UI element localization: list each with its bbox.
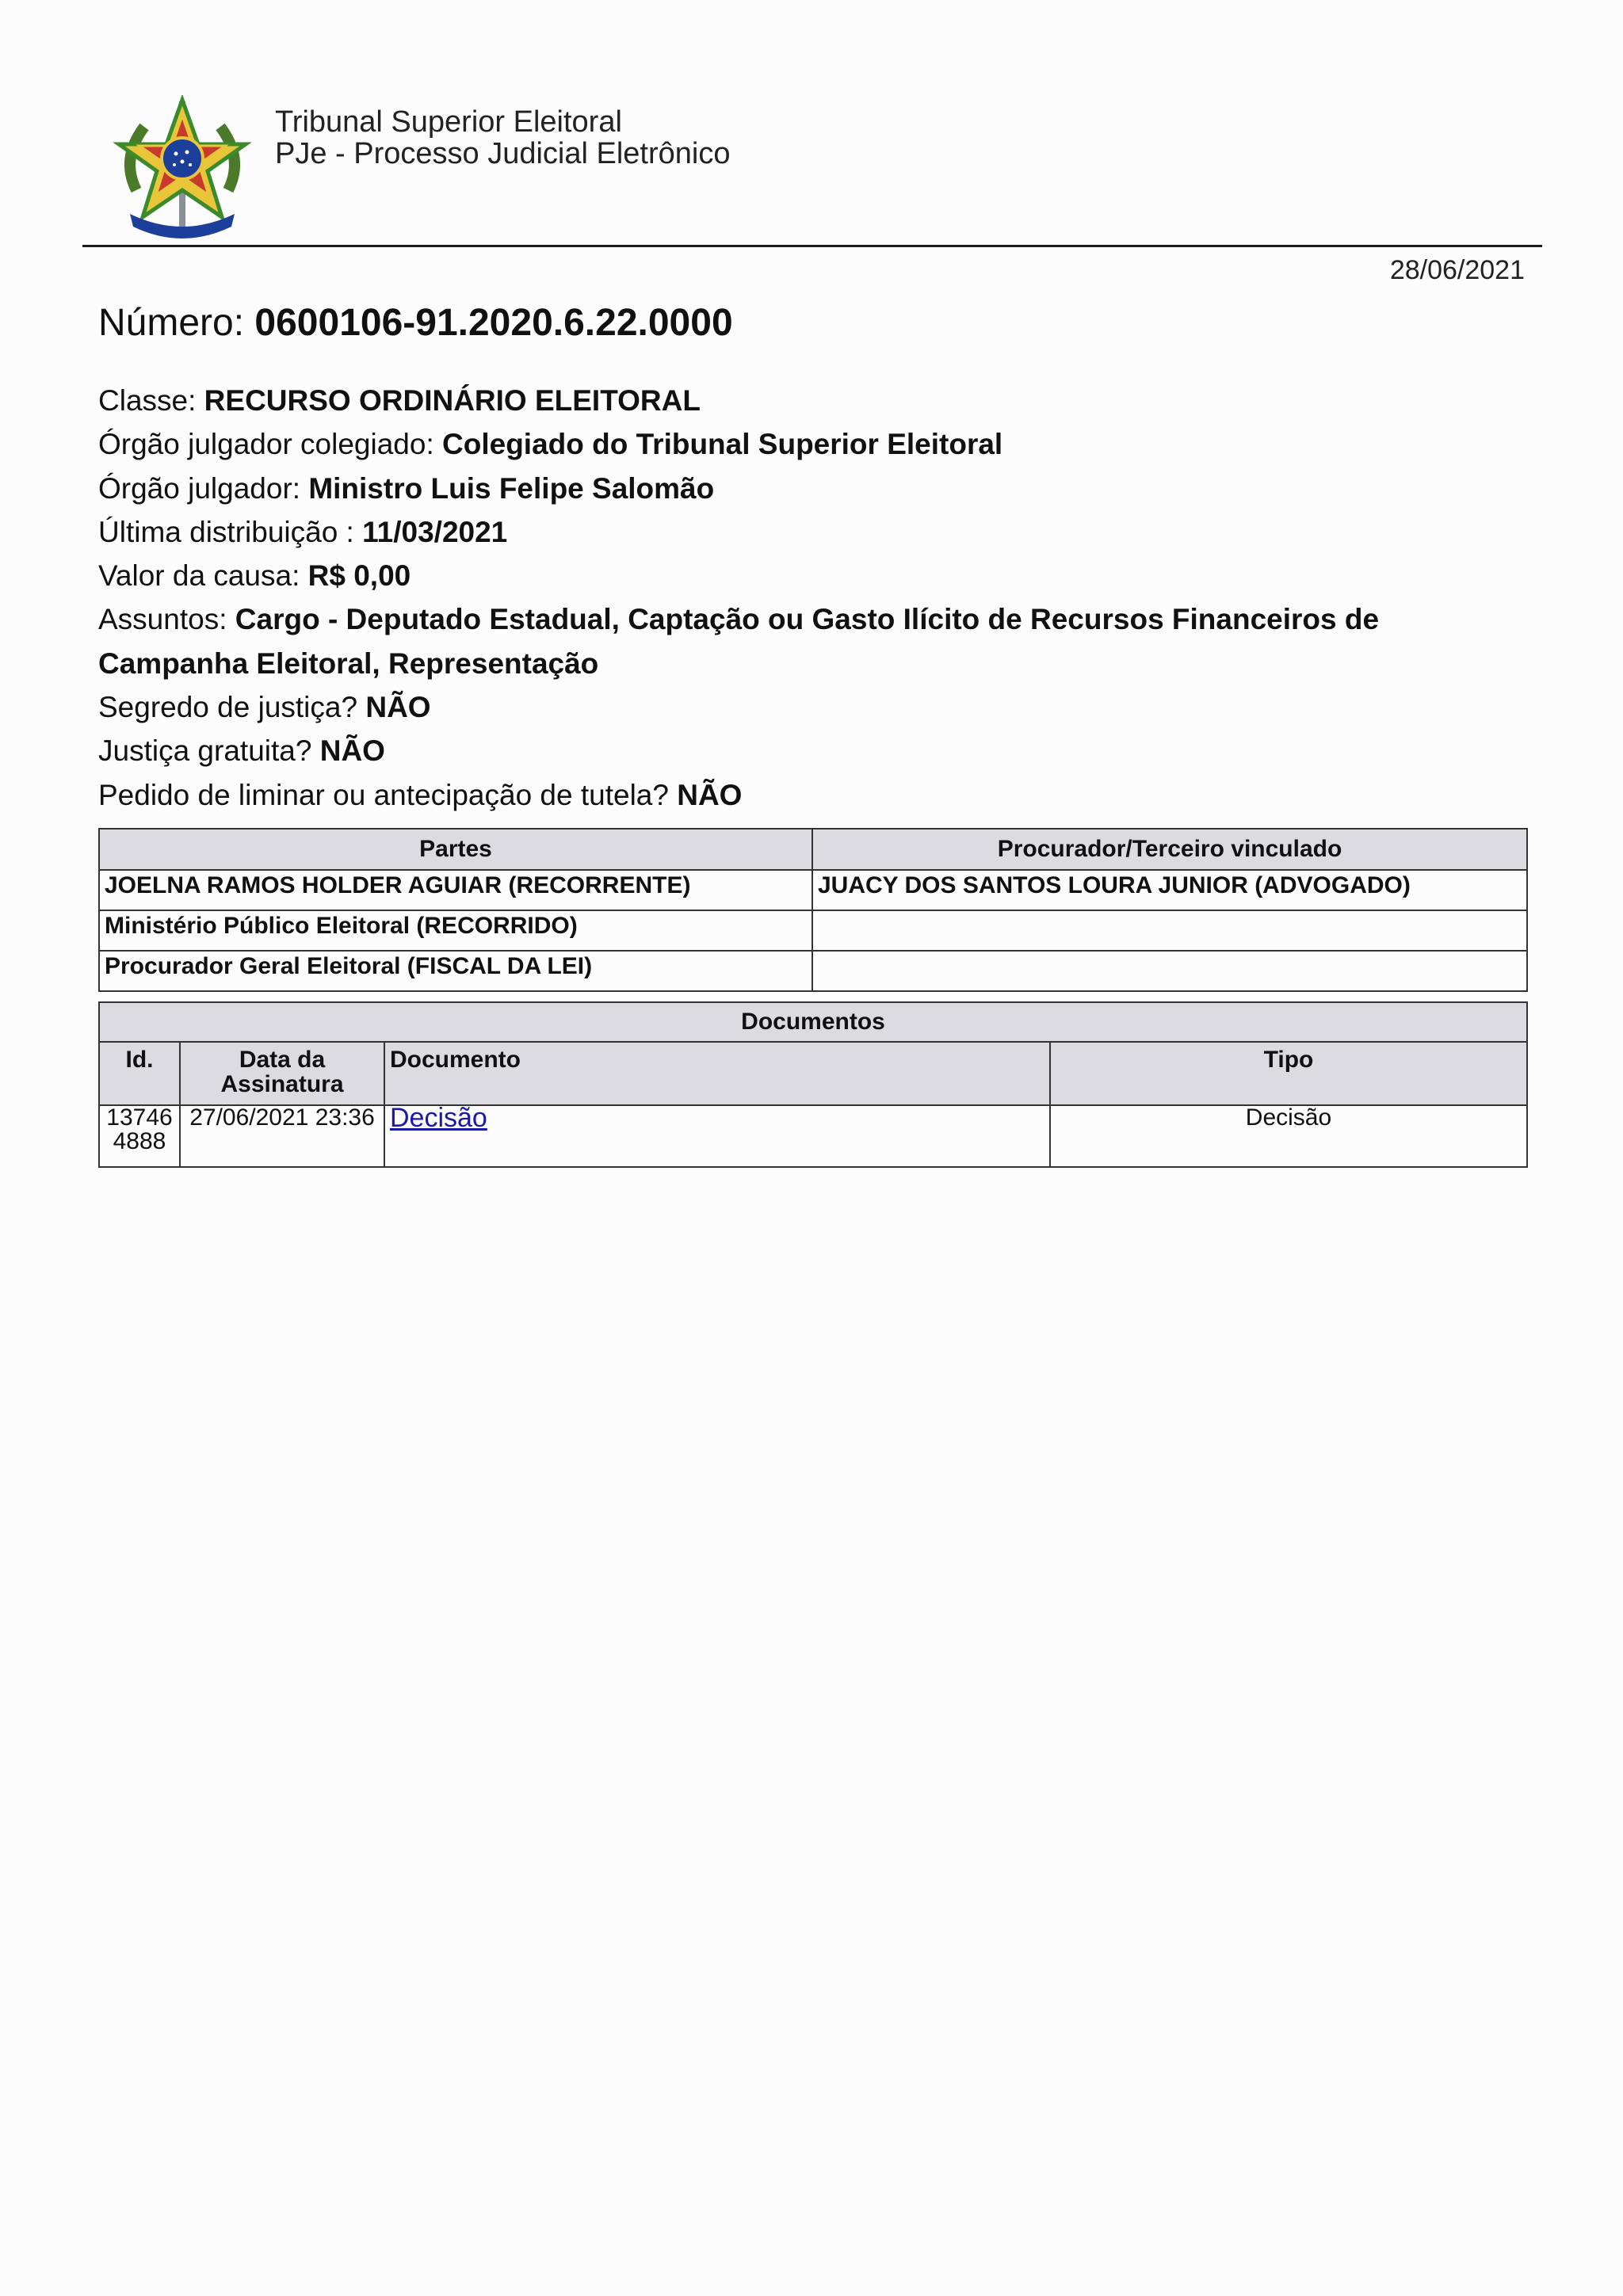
detail-segredo	[98, 685, 1525, 729]
table-row	[99, 910, 1527, 951]
header-documento: Documento	[384, 1042, 1050, 1105]
liminar-value: NÃO	[677, 778, 743, 811]
assuntos-value: Cargo - Deputado Estadual, Captação ou Gasto Ilícito de Recursos Financeiros de Campanha Eleitoral, Representação	[98, 603, 1380, 680]
detail-orgao	[98, 467, 1525, 510]
documents-table	[98, 1001, 1528, 1168]
liminar-label: Pedido de liminar ou antecipação de tutela?	[98, 778, 669, 811]
classe-label: Classe:	[98, 384, 197, 417]
header-data-line1: Data da	[239, 1047, 326, 1073]
party-representative	[812, 951, 1527, 991]
valor-value: R$ 0,00	[307, 559, 411, 593]
table-row	[99, 1105, 1527, 1167]
organization-name	[275, 106, 730, 170]
classe-value: RECURSO ORDINÁRIO ELEITORAL	[204, 384, 701, 417]
detail-orgao-colegiado	[98, 422, 1525, 466]
documents-caption-row	[99, 1002, 1527, 1042]
distribuicao-value: 11/03/2021	[362, 515, 508, 548]
distribuicao-label: Última distribuição :	[98, 515, 354, 548]
document-id-line2: 4888	[113, 1128, 166, 1154]
segredo-value: NÃO	[365, 691, 431, 724]
gratuita-value: NÃO	[319, 734, 385, 768]
party-name: Ministério Público Eleitoral (RECORRIDO)	[99, 910, 812, 951]
document-id-line1: 13746	[106, 1104, 173, 1131]
process-details	[98, 379, 1525, 817]
parties-header-procurador: Procurador/Terceiro vinculado	[812, 829, 1527, 870]
process-number-value: 0600106-91.2020.6.22.0000	[254, 302, 733, 344]
detail-gratuita	[98, 729, 1525, 772]
print-date: 28/06/2021	[1389, 255, 1525, 285]
detail-valor	[98, 554, 1525, 597]
assuntos-label: Assuntos:	[98, 603, 227, 636]
segredo-label: Segredo de justiça?	[98, 691, 358, 724]
document-link[interactable]: Decisão	[390, 1103, 487, 1133]
document-cell	[384, 1105, 1050, 1167]
process-number-label: Número:	[98, 302, 245, 344]
valor-label: Valor da causa:	[98, 559, 300, 593]
orgao-colegiado-value: Colegiado do Tribunal Superior Eleitoral	[442, 428, 1003, 461]
header-id: Id.	[99, 1042, 180, 1105]
detail-distribuicao	[98, 510, 1525, 554]
gratuita-label: Justiça gratuita?	[98, 734, 312, 768]
orgao-colegiado-label: Órgão julgador colegiado:	[98, 428, 434, 461]
parties-header-row	[99, 829, 1527, 870]
document-type: Decisão	[1050, 1105, 1527, 1167]
process-number	[98, 299, 733, 347]
party-name: JOELNA RAMOS HOLDER AGUIAR (RECORRENTE)	[99, 870, 812, 910]
documents-header-row	[99, 1042, 1527, 1105]
detail-assuntos	[98, 597, 1525, 685]
orgao-label: Órgão julgador:	[98, 471, 301, 505]
document-date: 27/06/2021 23:36	[180, 1105, 384, 1167]
table-row	[99, 870, 1527, 910]
detail-liminar	[98, 773, 1525, 817]
party-representative: JUACY DOS SANTOS LOURA JUNIOR (ADVOGADO)	[812, 870, 1527, 910]
detail-classe	[98, 379, 1525, 422]
party-name: Procurador Geral Eleitoral (FISCAL DA LEI)	[99, 951, 812, 991]
header-divider	[82, 245, 1542, 247]
org-line-2: PJe - Processo Judicial Eletrônico	[275, 137, 731, 170]
table-row	[99, 951, 1527, 991]
header-tipo: Tipo	[1050, 1042, 1527, 1105]
header-data-line2: Assinatura	[220, 1071, 344, 1097]
parties-table	[98, 828, 1528, 992]
parties-header-partes: Partes	[99, 829, 812, 870]
header-data-assinatura	[180, 1042, 384, 1105]
orgao-value: Ministro Luis Felipe Salomão	[308, 471, 715, 505]
documents-caption: Documentos	[99, 1002, 1527, 1042]
org-line-1: Tribunal Superior Eleitoral	[275, 105, 622, 139]
document-id	[99, 1105, 180, 1167]
brazil-coat-of-arms-icon	[113, 95, 252, 241]
party-representative	[812, 910, 1527, 951]
